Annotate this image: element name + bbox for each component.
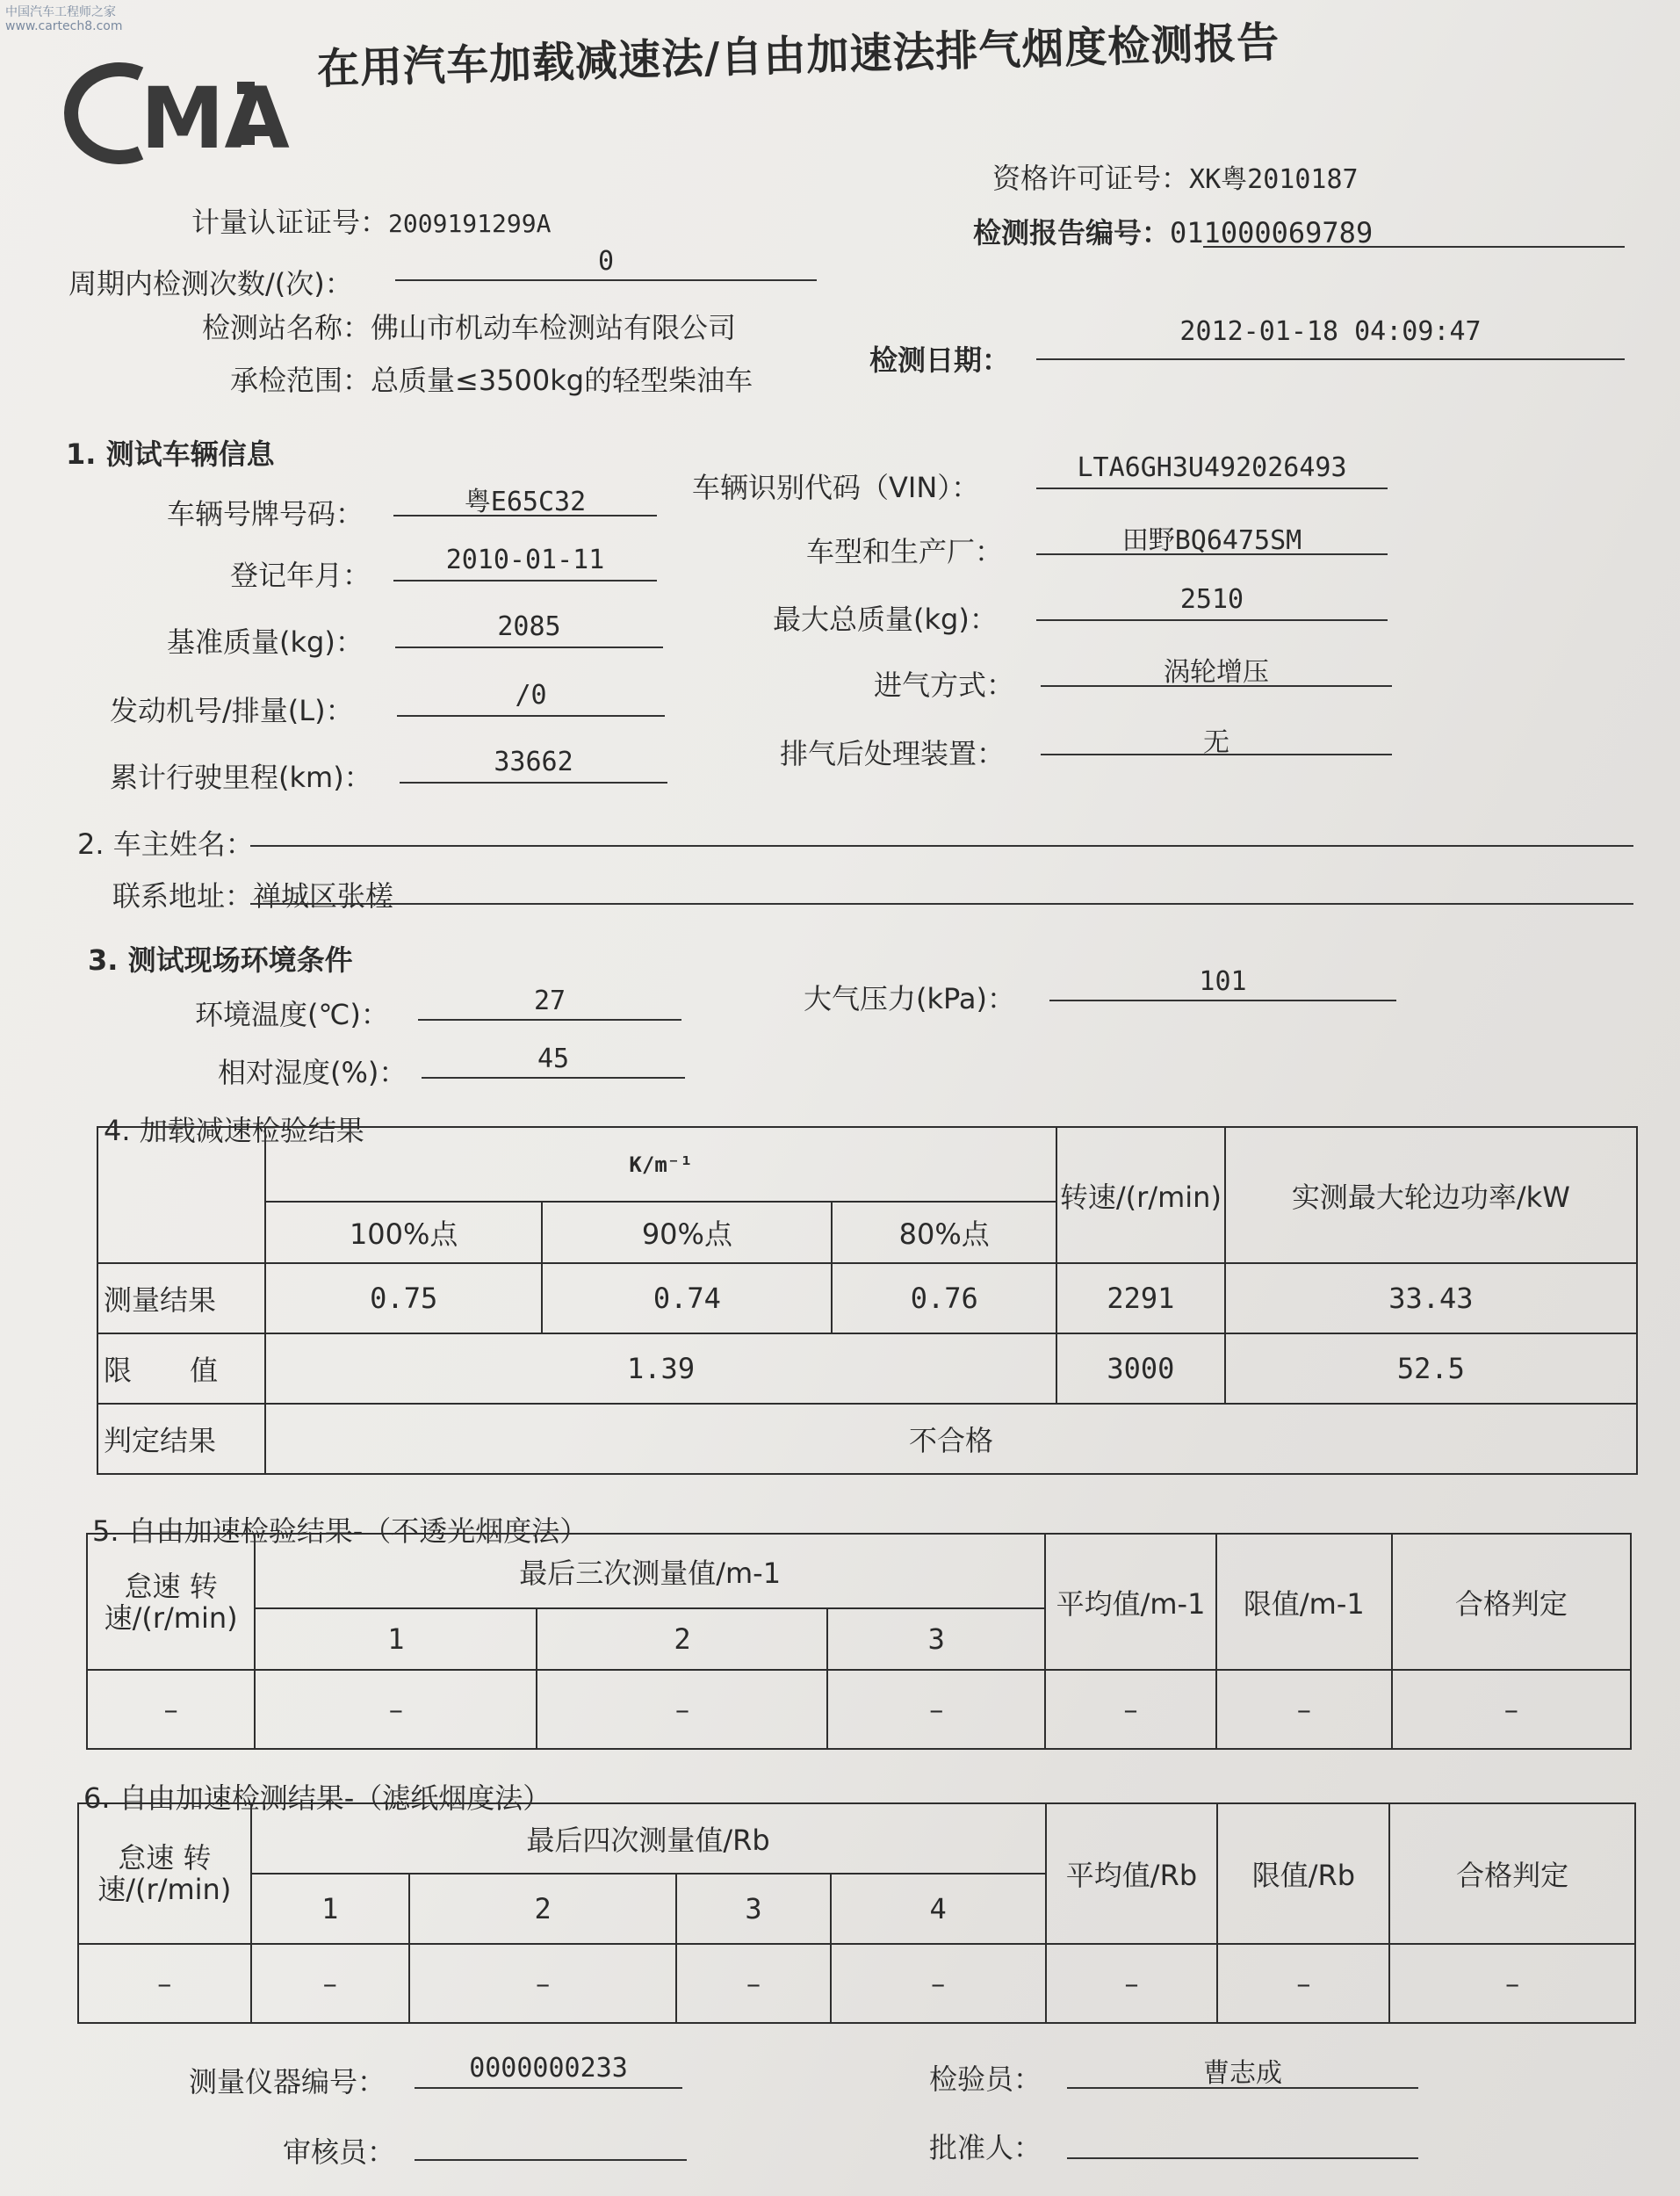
mass-value: 2085 [497, 611, 561, 642]
mass-line [395, 647, 663, 648]
owner-line [250, 845, 1633, 847]
free1-last-header: 最后三次测量值/m-1 [255, 1534, 1045, 1608]
approver-line [1067, 2157, 1418, 2159]
date-line [1036, 358, 1625, 360]
free1-val-limit: – [1216, 1670, 1392, 1749]
cert-label: 计量认证证号： [191, 206, 389, 239]
lug-k-header: K/m⁻¹ [265, 1127, 1056, 1202]
inst-value: 0000000233 [469, 2053, 628, 2084]
vin-label: 车辆识别代码（VIN）： [692, 471, 980, 504]
addr-row [112, 874, 393, 914]
count-label: 周期内检测次数/(次)： [68, 267, 353, 300]
inst-row [189, 2060, 386, 2100]
reviewer-line [415, 2159, 687, 2161]
lug-row-measure: 测量结果 [97, 1263, 265, 1333]
lug-limit-speed: 3000 [1056, 1333, 1225, 1404]
reg-label: 登记年月： [230, 559, 371, 592]
free2-limit-header: 限值/Rb [1217, 1803, 1389, 1944]
date-value: 2012-01-18 04:09:47 [1179, 316, 1482, 347]
hum-label: 相对湿度(%)： [218, 1056, 407, 1089]
free1-table [86, 1533, 1632, 1750]
reg-row [230, 553, 371, 594]
lug-limit-k: 1.39 [265, 1333, 1056, 1404]
free2-judge-header: 合格判定 [1389, 1803, 1635, 1944]
model-line [1036, 553, 1388, 555]
inspector-line [1067, 2087, 1418, 2089]
license-label: 资格许可证号： [992, 162, 1190, 195]
free1-col-2: 2 [537, 1608, 827, 1670]
vin-row [692, 466, 979, 506]
plate-value: 粤E65C32 [464, 487, 587, 517]
after-line [1041, 754, 1392, 755]
press-line [1049, 1000, 1396, 1001]
free2-val-avg: – [1046, 1944, 1218, 2023]
lug-power-header: 实测最大轮边功率/kW [1225, 1127, 1637, 1263]
count-row [68, 262, 353, 302]
mass-label: 基准质量(kg)： [167, 625, 364, 659]
scope-row [230, 358, 753, 399]
free2-avg-header: 平均值/Rb [1046, 1803, 1218, 1944]
mass-row [167, 620, 364, 661]
addr-line [250, 903, 1633, 905]
section-free1: 5. 自由加速检验结果-（不透光烟度法） [92, 1514, 588, 1548]
free1-val-3: – [827, 1670, 1045, 1749]
section-owner: 2. 车主姓名： [77, 827, 254, 861]
inst-line [415, 2087, 682, 2089]
model-row [806, 530, 1003, 570]
free1-val-avg: – [1045, 1670, 1216, 1749]
press-row [804, 977, 1015, 1017]
temp-line [418, 1019, 681, 1021]
free1-val-judge: – [1392, 1670, 1631, 1749]
model-value: 田野BQ6475SM [1121, 525, 1302, 556]
after-label: 排气后处理装置： [780, 737, 1006, 770]
temp-value: 27 [533, 986, 566, 1016]
cma-logo-text: MA [141, 69, 290, 168]
reg-line [393, 580, 657, 582]
reg-value: 2010-01-11 [445, 545, 605, 575]
maxmass-label: 最大总质量(kg)： [773, 603, 998, 636]
report-no-label: 检测报告编号： [973, 216, 1171, 249]
cert-row [191, 200, 551, 241]
lug-measure-90: 0.74 [542, 1263, 832, 1333]
reviewer-label: 审核员： [283, 2135, 396, 2169]
inspector-value: 曹志成 [1203, 2058, 1282, 2089]
free1-val-idle: – [87, 1670, 255, 1749]
press-value: 101 [1199, 966, 1247, 997]
inspector-label: 检验员： [929, 2062, 1042, 2096]
temp-label: 环境温度(℃)： [195, 998, 389, 1031]
plate-label: 车辆号牌号码： [167, 497, 364, 531]
intake-row [874, 663, 1014, 704]
lug-measure-power: 33.43 [1225, 1263, 1637, 1333]
free1-col-3: 3 [827, 1608, 1045, 1670]
hum-row [218, 1051, 407, 1091]
free1-col-1: 1 [255, 1608, 537, 1670]
lug-measure-80: 0.76 [832, 1263, 1056, 1333]
count-value: 0 [597, 246, 615, 277]
license-value: XK粤2010187 [1189, 164, 1359, 195]
date-label: 检测日期： [869, 343, 1011, 377]
free2-val-4: – [831, 1944, 1046, 2023]
vin-value: LTA6GH3U492026493 [1077, 452, 1347, 483]
free2-col-1: 1 [251, 1874, 409, 1944]
plate-row [167, 492, 364, 532]
report-title: 在用汽车加载减速法/自由加速法排气烟度检测报告 [316, 18, 1280, 94]
intake-value: 涡轮增压 [1164, 657, 1269, 688]
lug-judge: 不合格 [265, 1404, 1637, 1474]
free2-val-1: – [251, 1944, 409, 2023]
lug-pt-80: 80%点 [832, 1202, 1056, 1263]
after-value: 无 [1203, 727, 1229, 758]
free2-table [77, 1802, 1636, 2024]
lug-measure-speed: 2291 [1056, 1263, 1225, 1333]
engine-value: /0 [515, 680, 547, 711]
free2-col-3: 3 [676, 1874, 830, 1944]
report-no-value: 011000069789 [1170, 216, 1374, 249]
approver-row [929, 2126, 1042, 2166]
engine-label: 发动机号/排量(L)： [110, 694, 354, 727]
hum-value: 45 [537, 1044, 570, 1074]
inst-label: 测量仪器编号： [189, 2065, 386, 2098]
plate-line [393, 515, 657, 516]
free2-idle-header: 怠速 转速/(r/min) [78, 1803, 251, 1944]
mileage-row [110, 755, 372, 796]
cma-logo [79, 61, 290, 168]
cert-value: 2009191299A [388, 209, 552, 238]
station-row [202, 306, 736, 346]
addr-value: 禅城区张槎 [253, 879, 394, 913]
mileage-value: 33662 [494, 747, 573, 777]
free1-limit-header: 限值/m-1 [1216, 1534, 1392, 1670]
addr-label: 联系地址： [112, 879, 254, 913]
scope-label: 承检范围： [230, 364, 371, 397]
intake-label: 进气方式： [874, 668, 1015, 702]
lug-speed-header: 转速/(r/min) [1056, 1127, 1225, 1263]
free2-val-2: – [409, 1944, 676, 2023]
watermark-line-1: 中国汽车工程师之家 [5, 5, 116, 19]
free2-col-4: 4 [831, 1874, 1046, 1944]
press-label: 大气压力(kPa)： [804, 982, 1015, 1015]
free2-val-limit: – [1217, 1944, 1389, 2023]
temp-row [195, 993, 389, 1033]
mileage-line [400, 782, 667, 784]
section-free2: 6. 自由加速检测结果-（滤纸烟度法） [83, 1781, 552, 1815]
free2-val-3: – [676, 1944, 830, 2023]
hum-line [422, 1077, 685, 1079]
free2-val-idle: – [78, 1944, 251, 2023]
watermark [5, 5, 122, 33]
section-env: 3. 测试现场环境条件 [88, 943, 353, 977]
free1-idle-header: 怠速 转速/(r/min) [87, 1534, 255, 1670]
inspector-row [929, 2057, 1042, 2098]
mileage-label: 累计行驶里程(km)： [110, 761, 372, 794]
lug-corner-cell [97, 1127, 265, 1263]
station-label: 检测站名称： [202, 311, 371, 344]
intake-line [1041, 685, 1392, 687]
section-vehicle: 1. 测试车辆信息 [66, 437, 275, 471]
count-line [395, 279, 817, 281]
lug-table [97, 1126, 1638, 1475]
maxmass-value: 2510 [1179, 584, 1244, 615]
maxmass-line [1036, 619, 1388, 621]
free2-last-header: 最后四次测量值/Rb [251, 1803, 1046, 1874]
maxmass-row [773, 597, 998, 638]
report-no-line [1203, 246, 1625, 248]
after-row [780, 732, 1005, 772]
lug-pt-100: 100%点 [265, 1202, 542, 1263]
free1-val-1: – [255, 1670, 537, 1749]
approver-label: 批准人： [929, 2131, 1042, 2164]
scope-value: 总质量≤3500kg的轻型柴油车 [371, 364, 753, 397]
lug-row-judge: 判定结果 [97, 1404, 265, 1474]
watermark-line-2: www.cartech8.com [5, 19, 123, 33]
free1-judge-header: 合格判定 [1392, 1534, 1631, 1670]
lug-row-limit: 限 值 [97, 1333, 265, 1404]
date-row [869, 338, 1010, 379]
lug-pt-90: 90%点 [542, 1202, 832, 1263]
station-value: 佛山市机动车检测站有限公司 [371, 311, 737, 344]
vin-line [1036, 488, 1388, 489]
engine-row [110, 689, 354, 729]
free2-col-2: 2 [409, 1874, 676, 1944]
section-lug: 4. 加载减速检验结果 [104, 1114, 364, 1147]
model-label: 车型和生产厂： [806, 535, 1004, 568]
license-row [992, 156, 1359, 197]
engine-line [397, 715, 665, 717]
free2-val-judge: – [1389, 1944, 1635, 2023]
lug-limit-power: 52.5 [1225, 1333, 1637, 1404]
reviewer-row [283, 2130, 395, 2171]
free1-avg-header: 平均值/m-1 [1045, 1534, 1216, 1670]
lug-measure-100: 0.75 [265, 1263, 542, 1333]
free1-val-2: – [537, 1670, 827, 1749]
